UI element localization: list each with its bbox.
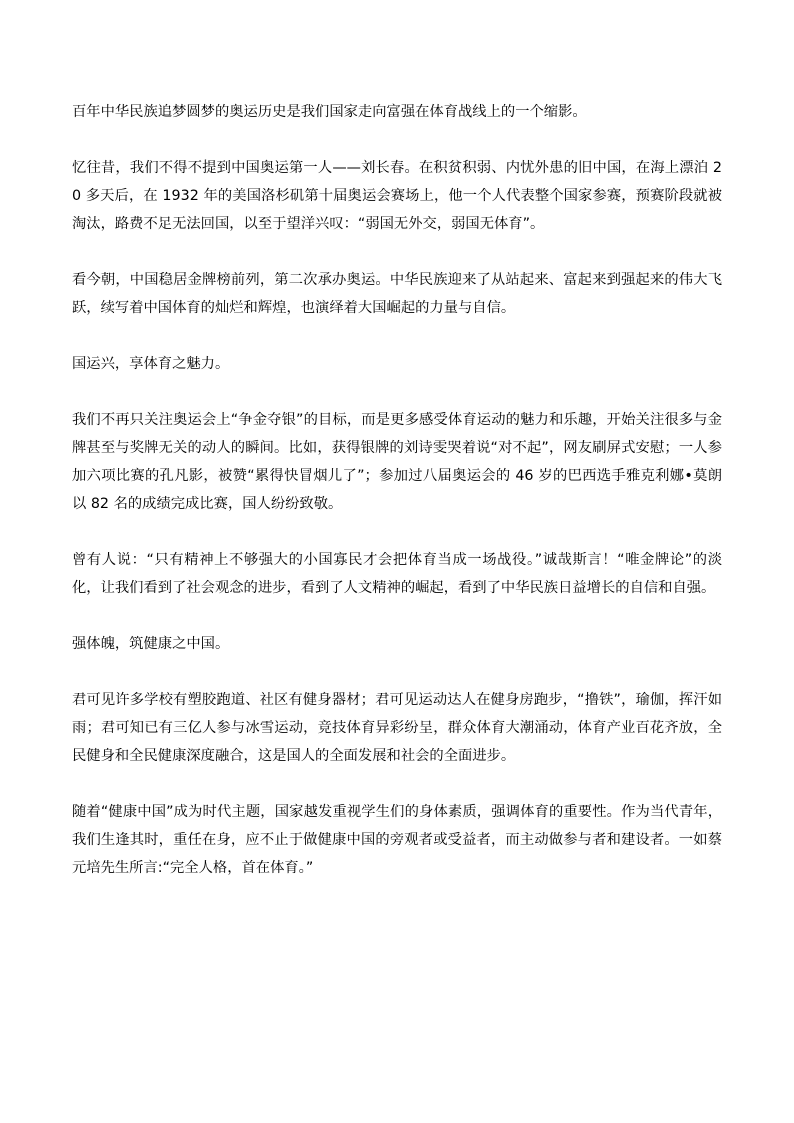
- paragraph-heading-health: 强体魄，筑健康之中国。: [72, 636, 230, 652]
- paragraph-heading-charm: 国运兴，享体育之魅力。: [72, 356, 230, 372]
- paragraph-past: 忆往昔，我们不得不提到中国奥运第一人——刘长春。在积贫积弱、内忧外患的旧中国，在海上漂泊 20 多天后，在 1932 年的美国洛杉矶第十届奥运会赛场上，他一个人代表整个国家参赛，预赛阶段就被淘汰，路费不足无法回国，以至于望洋兴叹：“弱国无外交，弱国无体育”。: [72, 160, 722, 232]
- paragraph-conclusion: 随着“健康中国”成为时代主题，国家越发重视学生们的身体素质，强调体育的重要性。作为当代青年，我们生逢其时，重任在身，应不止于做健康中国的旁观者或受益者，而主动做参与者和建设者。一如蔡元培先生所言:“完全人格，首在体育。”: [72, 804, 722, 876]
- paragraph-present: 看今朝，中国稳居金牌榜前列，第二次承办奥运。中华民族迎来了从站起来、富起来到强起来的伟大飞跃，续写着中国体育的灿烂和辉煌，也演绎着大国崛起的力量与自信。: [72, 272, 722, 316]
- paragraph-intro: 百年中华民族追梦圆梦的奥运历史是我们国家走向富强在体育战线上的一个缩影。: [72, 104, 587, 120]
- paragraph-fitness: 君可见许多学校有塑胶跑道、社区有健身器材；君可见运动达人在健身房跑步，“撸铁”，瑜伽，挥汗如雨；君可知已有三亿人参与冰雪运动，竞技体育异彩纷呈，群众体育大潮涌动，体育产业百花齐放，全民健身和全民健康深度融合，这是国人的全面发展和社会的全面进步。: [72, 692, 722, 764]
- essay-body: [72, 98, 722, 882]
- paragraph-quote: 曾有人说：“只有精神上不够强大的小国寡民才会把体育当成一场战役。”诚哉斯言！“唯金牌论”的淡化，让我们看到了社会观念的进步，看到了人文精神的崛起，看到了中华民族日益增长的自信和自强。: [72, 552, 722, 596]
- paragraph-beyond-medals: 我们不再只关注奥运会上“争金夺银”的目标，而是更多感受体育运动的魅力和乐趣，开始关注很多与金牌甚至与奖牌无关的动人的瞬间。比如，获得银牌的刘诗雯哭着说“对不起”，网友刷屏式安慰；一人参加六项比赛的孔凡影，被赞“累得快冒烟儿了”；参加过八届奥运会的 46 岁的巴西选手雅克利娜•莫朗以 82 名的成绩完成比赛，国人纷纷致敬。: [72, 412, 722, 512]
